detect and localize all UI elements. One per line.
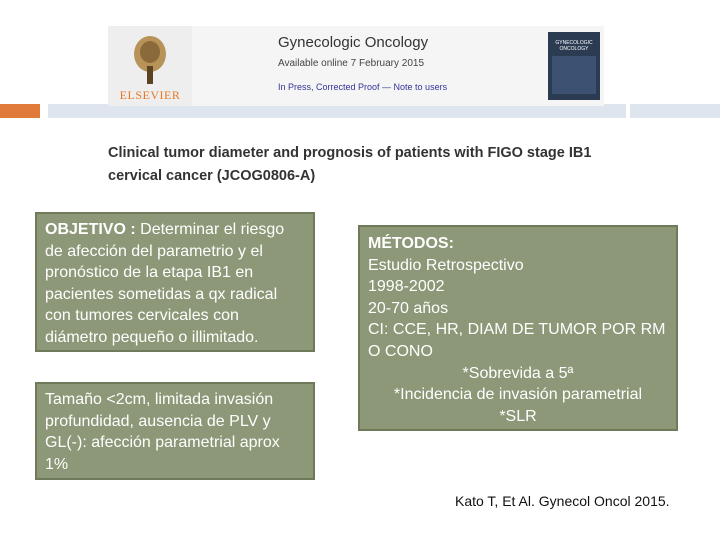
objetivo-label: OBJETIVO : (45, 221, 136, 238)
metodos-center-line: *Sobrevida a 5ª (462, 364, 574, 382)
objetivo-text: Determinar el riesgo de afección del parametrio y el pronóstico de la etapa IB1 en pacientes sometidas a qx radical con tumores cervicales con diámetro pequeño o illimitado. (45, 221, 285, 346)
paper-title (108, 142, 628, 188)
paper-title-line2: cervical cancer (JCOG0806-A) (108, 168, 316, 184)
metodos-center-line: *SLR (499, 407, 537, 425)
available-date: Available online 7 February 2015 (278, 58, 425, 69)
journal-banner (108, 26, 604, 106)
metodos-box (358, 225, 678, 431)
tree-icon (132, 34, 168, 86)
tamano-text: Tamaño <2cm, limitada invasión profundidad, ausencia de PLV y GL(-): afección parametrial aprox 1% (45, 391, 280, 473)
metodos-center-line: *Incidencia de invasión parametrial (393, 386, 643, 404)
publisher-name: ELSEVIER (119, 88, 181, 102)
cover-art (552, 56, 596, 94)
objetivo-box (35, 212, 315, 352)
metodos-line: CI: CCE, HR, DIAM DE TUMOR POR RM O CONO (368, 321, 666, 360)
journal-cover (548, 32, 600, 100)
metodos-label: MÉTODOS: (368, 235, 454, 252)
paper-title-line1: Clinical tumor diameter and prognosis of patients with FIGO stage IB1 (108, 145, 592, 161)
divider (40, 104, 48, 118)
cover-title: GYNECOLOGIC ONCOLOGY (555, 40, 593, 52)
journal-title: Gynecologic Oncology (278, 34, 429, 51)
header-rule-right (630, 104, 720, 118)
citation: Kato T, Et Al. Gynecol Oncol 2015. (455, 493, 670, 509)
tamano-box (35, 382, 315, 480)
elsevier-logo (108, 26, 192, 106)
accent-bar (0, 104, 40, 118)
header-rule (48, 104, 630, 118)
metodos-line: Estudio Retrospectivo (368, 256, 524, 274)
metodos-line: 20-70 años (368, 299, 449, 317)
proof-note[interactable]: In Press, Corrected Proof — Note to users (278, 82, 448, 92)
metodos-line: 1998-2002 (368, 278, 445, 296)
